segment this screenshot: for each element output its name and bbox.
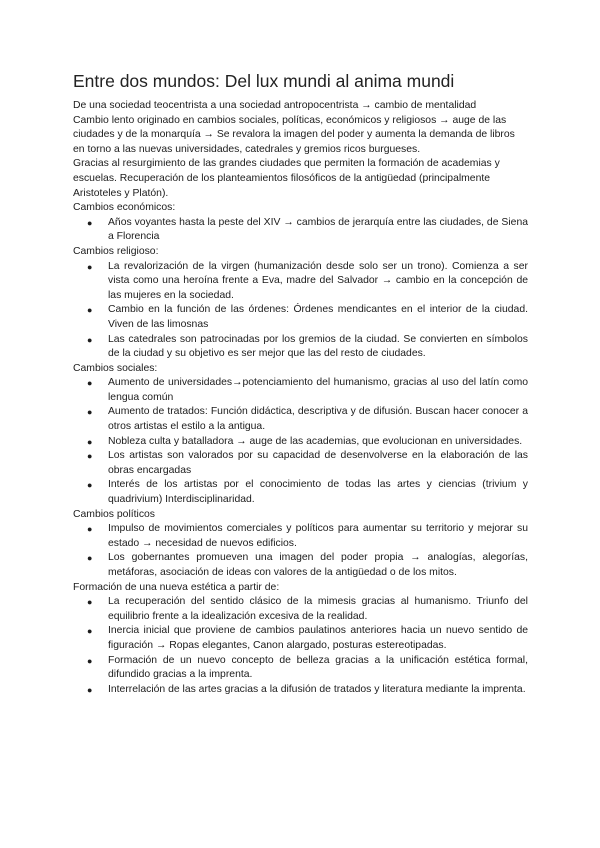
list-item bbox=[73, 435, 528, 450]
list-item bbox=[73, 449, 528, 478]
bullet-icon: ● bbox=[87, 436, 93, 447]
list-item-text: Años voyantes hasta la peste del XIV → cambios de jerarquía entre las ciudades, de Siena a Florencia bbox=[108, 216, 528, 243]
document-body bbox=[73, 99, 528, 697]
bullet-list bbox=[73, 260, 528, 362]
list-item bbox=[73, 405, 528, 434]
list-item bbox=[73, 303, 528, 332]
list-item-text: Las catedrales son patrocinadas por los gremios de la ciudad. Se convierten en símbolos de la ciudad y su objetivo es ser mejor que las del resto de ciudades. bbox=[108, 333, 528, 360]
section-heading: Cambios económicos: bbox=[73, 202, 176, 214]
intro-paragraph: Cambio lento originado en cambios sociales, políticas, económicos y religiosos → auge de las ciudades y de la monarquía → Se revalora la imagen del poder y aumenta la demanda de libros en torno a las nuevas universidades, catedrales y gremios ricos burgueses. bbox=[73, 114, 515, 155]
bullet-icon: ● bbox=[87, 217, 93, 228]
section-heading: Formación de una nueva estética a partir de: bbox=[73, 581, 280, 593]
list-item-text: Impulso de movimientos comerciales y políticos para aumentar su territorio y mejorar su estado → necesidad de nuevos edificios. bbox=[108, 523, 528, 549]
list-item bbox=[73, 216, 528, 245]
bullet-icon: ● bbox=[87, 305, 93, 316]
list-item-text: Inercia inicial que proviene de cambios paulatinos anteriores hacia un nuevo sentido de figuración → Ropas elegantes, Canon alargado, posturas estereotipadas. bbox=[108, 625, 528, 651]
list-item-text: La revalorización de la virgen (humanización desde solo ser un trono). Comienza a ser vista como una heroína frente a Eva, madre del Salvador → cambio en la concepción de las mujeres en la sociedad. bbox=[108, 260, 528, 301]
intro-paragraph: De una sociedad teocentrista a una sociedad antropocentrista → cambio de mentalidad bbox=[73, 100, 477, 111]
bullet-icon: ● bbox=[87, 480, 93, 491]
section-heading: Cambios políticos bbox=[73, 508, 156, 520]
bullet-icon: ● bbox=[87, 261, 93, 272]
section-heading: Cambios sociales: bbox=[73, 362, 158, 374]
bullet-icon: ● bbox=[87, 553, 93, 564]
list-item bbox=[73, 595, 528, 624]
list-item-text: Aumento de universidades→potenciamiento del humanismo, gracias al uso del latín como lengua común bbox=[108, 377, 528, 403]
bullet-icon: ● bbox=[87, 378, 93, 389]
bullet-icon: ● bbox=[87, 597, 93, 608]
list-item-text: Los artistas son valorados por su capacidad de desenvolverse en la elaboración de las obras encargadas bbox=[108, 450, 528, 476]
list-item bbox=[73, 551, 528, 580]
list-item-text: Aumento de tratados: Función didáctica, descriptiva y de difusión. Buscan hacer conocer a otros artistas el estilo a la antigua. bbox=[108, 406, 528, 433]
bullet-icon: ● bbox=[87, 334, 93, 345]
bullet-icon: ● bbox=[87, 626, 93, 637]
list-item bbox=[73, 260, 528, 304]
list-item-text: Nobleza culta y batalladora → auge de las academias, que evolucionan en universidades. bbox=[108, 435, 523, 447]
page-title: Entre dos mundos: Del lux mundi al anima mundi bbox=[73, 71, 455, 91]
bullet-icon: ● bbox=[87, 684, 93, 695]
list-item-text: Interés de los artistas por el conocimiento de todas las artes y ciencias (trivium y quadrivium) Interdisciplinaridad. bbox=[108, 479, 528, 506]
bullet-icon: ● bbox=[87, 524, 93, 535]
list-item-text: Formación de un nuevo concepto de belleza gracias a la unificación estética formal, difundido gracias a la imprenta. bbox=[108, 654, 528, 681]
list-item-text: La recuperación del sentido clásico de la mimesis gracias al humanismo. Triunfo del equilibrio frente a la idealización excesiva de la realidad. bbox=[108, 596, 528, 622]
bullet-list bbox=[73, 595, 528, 697]
list-item-text: Interrelación de las artes gracias a la difusión de tratados y literatura mediante la imprenta. bbox=[108, 683, 526, 695]
bullet-list bbox=[73, 522, 528, 580]
list-item bbox=[73, 654, 528, 683]
bullet-list bbox=[73, 216, 528, 245]
bullet-list bbox=[73, 376, 528, 507]
list-item bbox=[73, 683, 528, 698]
list-item bbox=[73, 624, 528, 653]
bullet-icon: ● bbox=[87, 451, 93, 462]
list-item bbox=[73, 333, 528, 362]
list-item bbox=[73, 522, 528, 551]
bullet-icon: ● bbox=[87, 407, 93, 418]
list-item bbox=[73, 478, 528, 507]
intro-paragraph: Gracias al resurgimiento de las grandes ciudades que permiten la formación de academias y escuelas. Recuperación de los planteamientos filosóficos de la antigüedad (principalmente Aristoteles y Platón). bbox=[73, 158, 500, 199]
list-item-text: Cambio en la función de las órdenes: Órdenes mendicantes en el interior de la ciudad. Viven de las limosnas bbox=[108, 304, 528, 330]
list-item-text: Los gobernantes promueven una imagen del poder propia → analogías, alegorías, metáforas, asociación de ideas con valores de la antigüedad o de los mitos. bbox=[108, 552, 528, 578]
list-item bbox=[73, 376, 528, 405]
section-heading: Cambios religioso: bbox=[73, 245, 159, 257]
bullet-icon: ● bbox=[87, 655, 93, 666]
